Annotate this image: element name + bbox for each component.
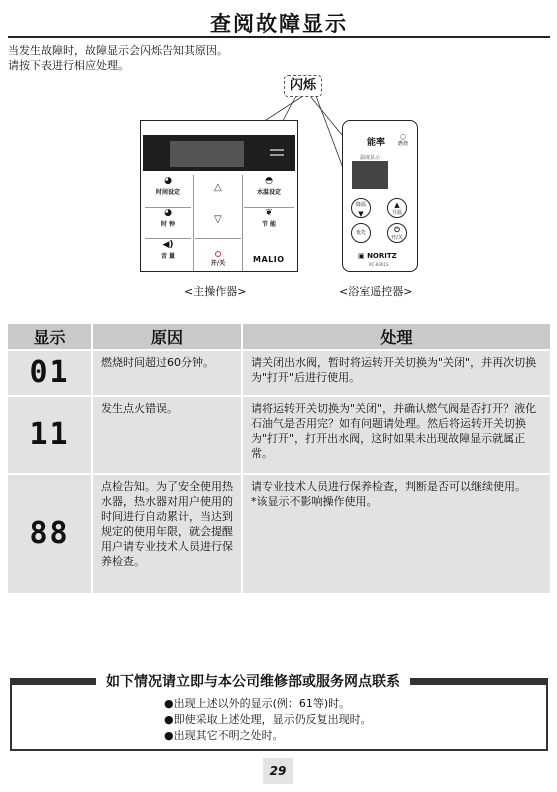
temp-up-button — [387, 198, 407, 218]
error-action: 请将运转开关切换为"关闭"，并确认燃气阀是否打开？液化石油气是否用完？如有问题请处理。然后将运转开关切换为"打开"，打开出水阀，这时如果未出现故障显示就属正常。 — [242, 396, 550, 474]
clock-icon: ◕ — [164, 176, 172, 186]
power-key — [196, 258, 240, 267]
list-item: ●出现上述以外的显示(例：61等)时。 — [164, 697, 351, 710]
leaf-icon: ❦ — [265, 208, 273, 218]
remote-model: RC-8301S — [369, 262, 389, 267]
error-cause: 发生点火错误。 — [92, 396, 242, 474]
malio-logo: MALIO — [253, 255, 285, 264]
volume-label: 音 量 — [160, 253, 176, 260]
up-arrow-icon: △ — [214, 182, 222, 193]
contact-list — [164, 696, 372, 744]
temp-display-label: 温度显示 — [360, 155, 381, 161]
speaker-icon: ◀) — [162, 240, 174, 250]
eco-label: 节 能 — [261, 221, 277, 228]
main-controller-display-panel — [143, 135, 295, 171]
priority-button — [351, 223, 371, 243]
error-table — [8, 324, 550, 595]
down-arrow-icon: ▼ — [358, 210, 364, 218]
burn-indicator-icon: ◯ 燃烧 — [398, 134, 409, 147]
error-cause: 燃烧时间超过60分钟。 — [92, 350, 242, 396]
noritz-logo — [358, 252, 397, 260]
bath-remote-illustration — [342, 120, 418, 272]
power-label: 开/关 — [210, 260, 226, 267]
power-indicator-icon — [215, 251, 221, 257]
table-header-row — [8, 324, 550, 350]
burn-indicator-label: 燃烧 — [398, 141, 409, 147]
noritz-mark-icon: ▣ — [358, 252, 365, 260]
header-cause: 原因 — [92, 324, 242, 350]
volume-key — [146, 240, 190, 260]
power-icon: ⏻ — [394, 226, 400, 234]
error-action: 请专业技术人员进行保养检查，判断是否可以继续使用。 *该显示不影响操作使用。 — [242, 474, 550, 594]
divider — [242, 175, 243, 271]
clock-icon: ◕ — [164, 208, 172, 218]
divider — [195, 238, 241, 239]
header-display: 显示 — [8, 324, 92, 350]
main-controller-caption: <主操作器> — [184, 285, 247, 298]
timer-setting-key — [146, 176, 190, 196]
temp-up-label: 升温 — [391, 210, 402, 216]
table-row — [8, 474, 550, 594]
energy-label: 能率 — [367, 138, 386, 148]
error-action: 请关闭出水阀，暂时将运转开关切换为"关闭"，并再次切换为"打开"后进行使用。 — [242, 350, 550, 396]
bath-remote-caption: <浴室遥控器> — [339, 285, 413, 298]
error-cause: 点检告知。为了安全使用热水器，热水器对用户使用的时间进行自动累计，当达到规定的使用年限，就会提醒用户请专业技术人员进行保养检查。 — [92, 474, 242, 594]
temp-down-label: 降温 — [355, 202, 366, 208]
eco-key — [245, 208, 293, 228]
page-title: 查阅故障显示 — [210, 12, 348, 36]
bath-icon: ◓ — [265, 176, 273, 186]
table-row — [8, 396, 550, 474]
contact-title: 如下情况请立即与本公司维修部或服务网点联系 — [96, 671, 410, 691]
bath-remote-lcd — [352, 161, 388, 189]
page-number: 29 — [263, 758, 293, 784]
list-item: ●出现其它不明之处时。 — [164, 729, 284, 742]
priority-label: 优先 — [355, 230, 366, 236]
panel-stripe — [270, 149, 284, 151]
list-item: ●即使采取上述处理，显示仍反复出现时。 — [164, 713, 372, 726]
clock-label: 时 钟 — [160, 221, 176, 228]
water-temp-key — [245, 176, 293, 196]
temp-down-button — [351, 198, 371, 218]
flash-label: 闪烁 — [284, 75, 322, 97]
up-arrow-icon: ▲ — [394, 201, 400, 209]
header-action: 处理 — [242, 324, 550, 350]
timer-setting-label: 时间设定 — [155, 189, 180, 196]
divider — [145, 238, 191, 239]
error-code: 01 — [8, 350, 92, 396]
water-temp-label: 水温设定 — [256, 189, 281, 196]
error-code: 11 — [8, 396, 92, 474]
clock-key — [146, 208, 190, 228]
main-controller-lcd — [170, 141, 244, 167]
remote-power-button — [387, 223, 407, 243]
divider — [193, 175, 194, 271]
remote-power-label: 开/关 — [391, 235, 403, 241]
error-code: 88 — [8, 474, 92, 594]
panel-stripe — [270, 154, 284, 156]
intro-line-2: 请按下表进行相应处理。 — [8, 59, 129, 72]
down-arrow-icon: ▽ — [214, 214, 222, 225]
noritz-brand: NORITZ — [367, 252, 397, 260]
intro-line-1: 当发生故障时，故障显示会闪烁告知其原因。 — [8, 44, 228, 57]
table-row — [8, 350, 550, 396]
